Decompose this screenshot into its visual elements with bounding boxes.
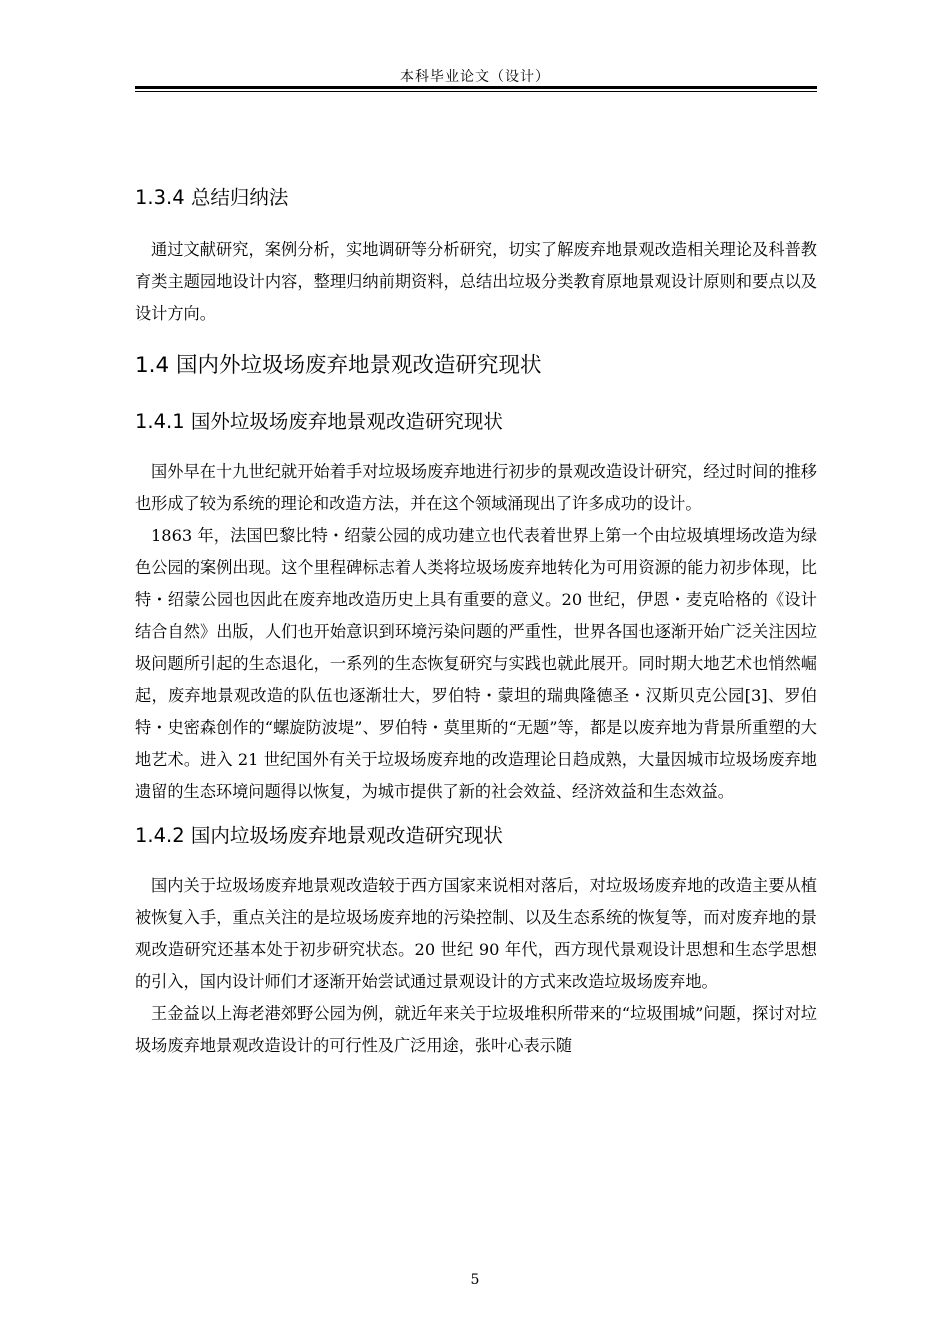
section-heading-1-3-4: 1.3.4 总结归纳法: [135, 186, 289, 209]
paragraph-1-4-1-1: 国外早在十九世纪就开始着手对垃圾场废弃地进行初步的景观改造设计研究，经过时间的推移也形成了较为系统的理论和改造方法，并在这个领域涌现出了许多成功的设计。: [135, 462, 817, 513]
page-body: [135, 180, 817, 1062]
paragraph-1-4-1-2: 1863 年，法国巴黎比特・绍蒙公园的成功建立也代表着世界上第一个由垃圾填埋场改造为绿色公园的案例出现。这个里程碑标志着人类将垃圾场废弃地转化为可用资源的能力初步体现，比特・绍蒙公园也因此在废弃地改造历史上具有重要的意义。20 世纪，伊恩・麦克哈格的《设计结合自然》出版，人们也开始意识到环境污染问题的严重性，世界各国也逐渐开始广泛关注因垃圾问题所引起的生态退化，一系列的生态恢复研究与实践也就此展开。同时期大地艺术也悄然崛起，废弃地景观改造的队伍也逐渐壮大，罗伯特・蒙坦的瑞典隆德圣・汉斯贝克公园[3]、罗伯特・史密森创作的“螺旋防波堤”、罗伯特・莫里斯的“无题”等，都是以废弃地为背景所重塑的大地艺术。进入 21 世纪国外有关于垃圾场废弃地的改造理论日趋成熟，大量因城市垃圾场废弃地遗留的生态环境问题得以恢复，为城市提供了新的社会效益、经济效益和生态效益。: [135, 526, 817, 801]
header-rule-thin: [135, 91, 817, 92]
header-rule-thick: [135, 86, 817, 89]
section-heading-1-4-1: 1.4.1 国外垃圾场废弃地景观改造研究现状: [135, 410, 503, 433]
section-heading-1-4: 1.4 国内外垃圾场废弃地景观改造研究现状: [135, 353, 542, 378]
running-header: 本科毕业论文（设计）: [400, 69, 550, 85]
paragraph-1-4-2-1: 国内关于垃圾场废弃地景观改造较于西方国家来说相对落后，对垃圾场废弃地的改造主要从植被恢复入手，重点关注的是垃圾场废弃地的污染控制、以及生态系统的恢复等，而对废弃地的景观改造研究还基本处于初步研究状态。20 世纪 90 年代，西方现代景观设计思想和生态学思想的引入，国内设计师们才逐渐开始尝试通过景观设计的方式来改造垃圾场废弃地。: [135, 876, 817, 991]
paragraph-1-4-2-2: 王金益以上海老港郊野公园为例，就近年来关于垃圾堆积所带来的“垃圾围城”问题，探讨对垃圾场废弃地景观改造设计的可行性及广泛用途，张叶心表示随: [135, 1004, 817, 1055]
section-heading-1-4-2: 1.4.2 国内垃圾场废弃地景观改造研究现状: [135, 824, 503, 847]
paragraph-1-3-4-1: 通过文献研究，案例分析，实地调研等分析研究，切实了解废弃地景观改造相关理论及科普教育类主题园地设计内容，整理归纳前期资料，总结出垃圾分类教育原地景观设计原则和要点以及设计方向。: [135, 240, 817, 323]
page-number: 5: [470, 1272, 480, 1288]
